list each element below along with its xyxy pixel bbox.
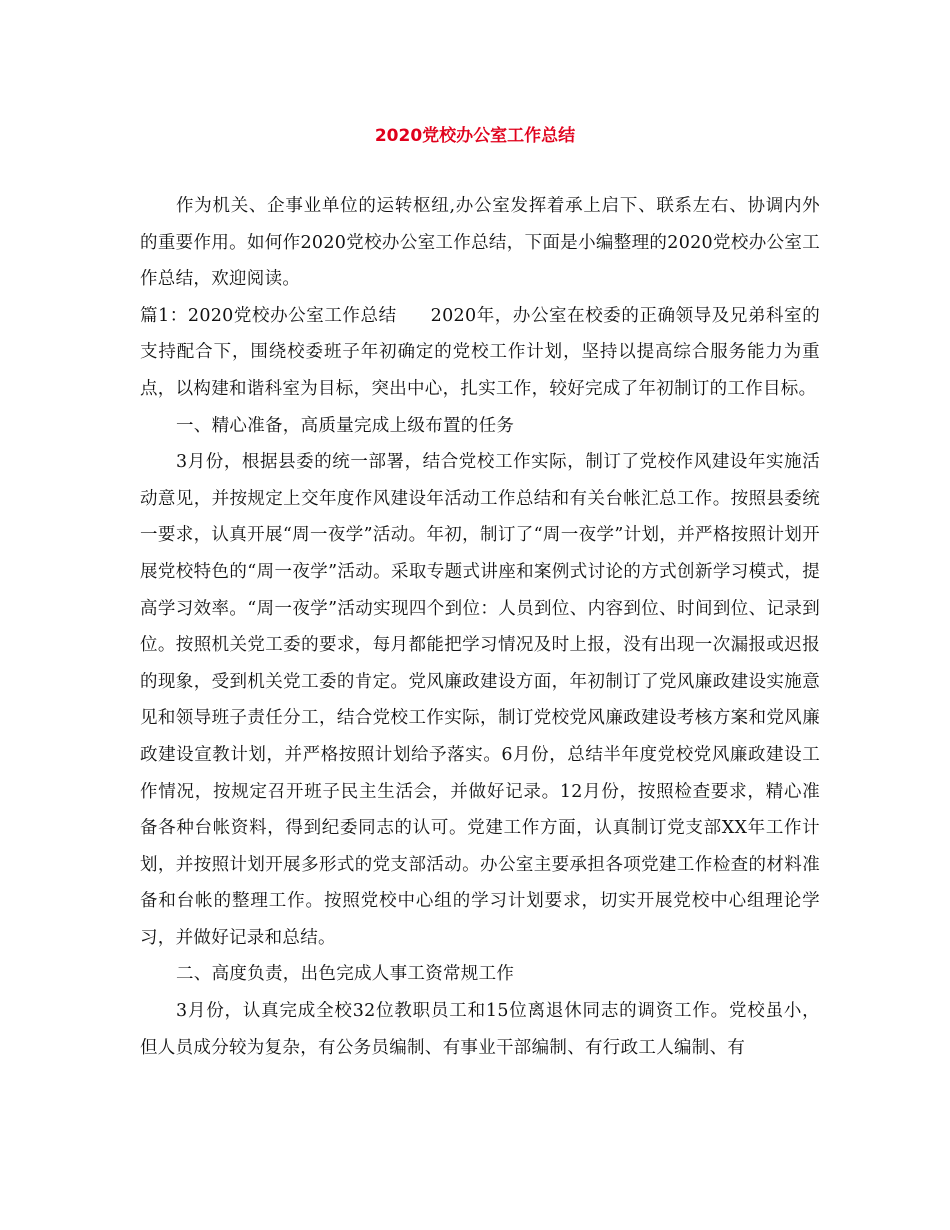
paragraph-section-1: 3月份，根据县委的统一部署，结合党校工作实际，制订了党校作风建设年实施活动意见，并按规定上交年度作风建设年活动工作总结和有关台帐汇总工作。按照县委统一要求，认真开展“周一夜学”活动。年初，制订了“周一夜学”计划，并严格按照计划开展党校特色的“周一夜学”活动。采取专题式讲座和案例式讨论的方式创新学习模式，提高学习效率。“周一夜学”活动实现四个到位：人员到位、内容到位、时间到位、记录到位。按照机关党工委的要求，每月都能把学习情况及时上报，没有出现一次漏报或迟报的现象，受到机关党工委的肯定。党风廉政建设方面，年初制订了党风廉政建设实施意见和领导班子责任分工，结合党校工作实际，制订党校党风廉政建设考核方案和党风廉政建设宣教计划，并严格按照计划给予落实。6月份，总结半年度党校党风廉政建设工作情况，按规定召开班子民主生活会，并做好记录。12月份，按照检查要求，精心准备各种台帐资料，得到纪委同志的认可。党建工作方面，认真制订党支部XX年工作计划，并按照计划开展多形式的党支部活动。办公室主要承担各项党建工作检查的材料准备和台帐的整理工作。按照党校中心组的学习计划要求，切实开展党校中心组理论学习，并做好记录和总结。 [140, 452, 820, 948]
document-body [140, 188, 820, 1066]
paragraph-intro: 作为机关、企事业单位的运转枢纽,办公室发挥着承上启下、联系左右、协调内外的重要作用。如何作2020党校办公室工作总结，下面是小编整理的2020党校办公室工作总结，欢迎阅读。 [140, 196, 820, 290]
section-heading-2: 二、高度负责，出色完成人事工资常规工作 [176, 964, 515, 985]
document-title: 2020党校办公室工作总结 [374, 126, 576, 146]
part-1-heading: 篇1：2020党校办公室工作总结 [140, 305, 397, 326]
part-1-text: 2020年，办公室在校委的正确领导及兄弟科室的支持配合下，围绕校委班子年初确定的党校工作计划，坚持以提高综合服务能力为重点，以构建和谐科室为目标，突出中心，扎实工作，较好完成了年初制订的工作目标。 [140, 305, 820, 399]
paragraph-part-1 [140, 298, 820, 408]
paragraph-section-2: 3月份，认真完成全校32位教职员工和15位离退休同志的调资工作。党校虽小，但人员成分较为复杂，有公务员编制、有事业干部编制、有行政工人编制、有 [140, 1001, 820, 1058]
section-heading-1: 一、精心准备，高质量完成上级布置的任务 [176, 415, 515, 436]
